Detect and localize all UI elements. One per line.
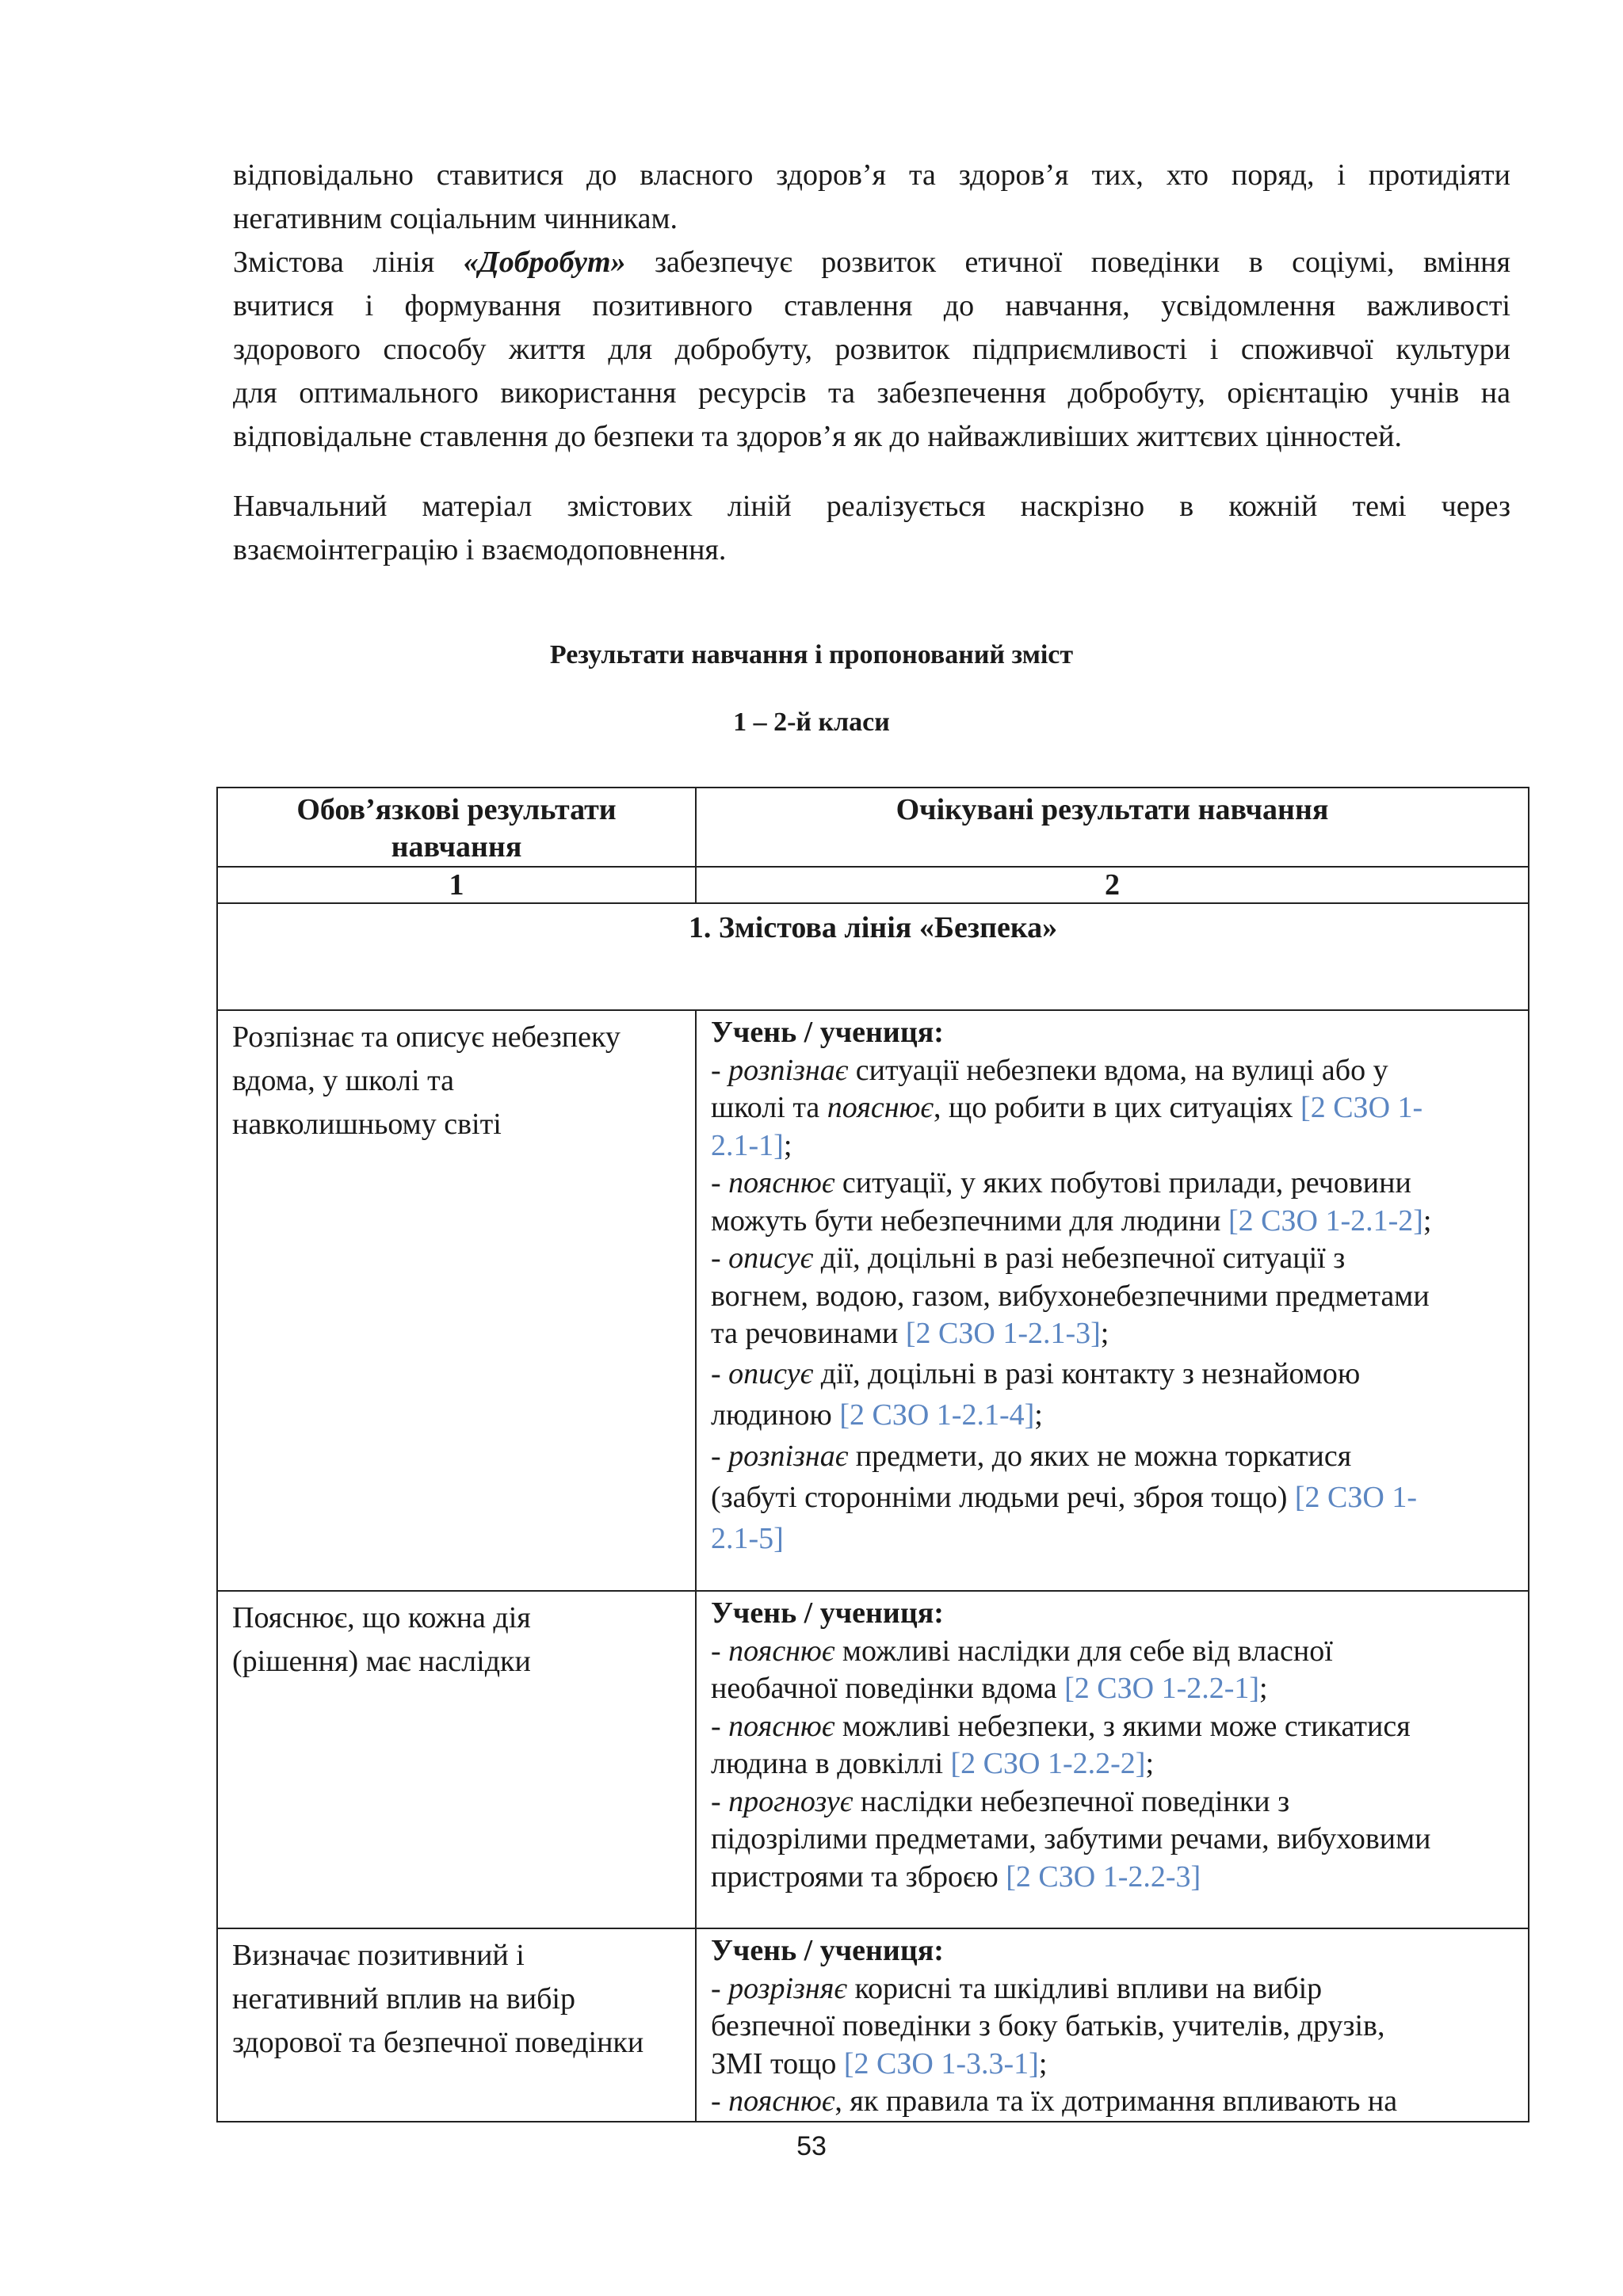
curriculum-reference: [2 СЗО 1-2.2-1]: [1064, 1672, 1260, 1705]
table-row: [217, 1591, 1529, 1928]
expected-results-cell: [696, 1591, 1529, 1928]
column-header-expected: Очікувані результати навчання: [696, 788, 1529, 867]
column-number-row: [217, 867, 1529, 903]
result-item: - описує дії, доцільні в разі небезпечної ситуації з вогнем, водою, газом, вибухонебезпечними предметами та речовинами [2 СЗО 1-2.1-3];: [711, 1241, 1430, 1350]
text-fragment: забезпечує розвиток етичної поведінки в соціумі, вміння: [625, 246, 1510, 279]
curriculum-reference: [2 СЗО 1-2.1-3]: [905, 1317, 1101, 1350]
text-line: відповідально ставитися до власного здоров’я та здоров’я тих, хто поряд, і протидіяти: [233, 158, 1510, 192]
section-row: [217, 903, 1529, 1010]
text-line: Навчальний матеріал змістових ліній реалізується наскрізно в кожній темі через: [233, 490, 1510, 523]
action-verb: прогнозує: [728, 1784, 854, 1818]
action-verb: пояснює: [728, 1634, 835, 1668]
action-verb: пояснює: [728, 1166, 835, 1199]
mandatory-result-cell: [217, 1010, 696, 1591]
action-verb: розпізнає: [728, 1053, 849, 1087]
text-line: для оптимального використання ресурсів та забезпечення добробуту, орієнтацію учнів на: [233, 376, 1510, 410]
results-table: [216, 787, 1529, 2122]
table-row: [217, 1928, 1529, 2122]
text-line: відповідальне ставлення до безпеки та здоров’я як до найважливіших життєвих цінностей.: [233, 420, 1402, 453]
curriculum-reference: [2 СЗО 1-2.1-4]: [839, 1398, 1035, 1432]
curriculum-reference: 2.1-1]: [711, 1128, 784, 1162]
curriculum-reference: [2 СЗО 1-2.1-2]: [1228, 1203, 1423, 1238]
curriculum-reference: [2 СЗО 1-2.2-2]: [950, 1747, 1146, 1780]
column-header-mandatory: [217, 788, 696, 867]
section-heading: Результати навчання і пропонований зміст: [549, 640, 1074, 669]
result-item: - пояснює можливі наслідки для себе від власної необачної поведінки вдома [2 СЗО 1-2.2-1];: [711, 1634, 1333, 1705]
action-verb: описує: [728, 1356, 814, 1390]
student-label: Учень / учениця:: [711, 1016, 944, 1049]
cell-line: негативний вплив на вибір: [232, 1982, 575, 2016]
intro-paragraph-1: [233, 154, 1510, 241]
result-item: - розрізняє корисні та шкідливі впливи на вибір безпечної поведінки з боку батьків, учителів, друзів, ЗМІ тощо [2 СЗО 1-3.3-1];: [711, 1971, 1385, 2081]
grade-heading: 1 – 2-й класи: [733, 707, 890, 737]
emphasized-term: «Добробут»: [463, 246, 626, 279]
action-verb: описує: [728, 1241, 814, 1275]
column-number-1: 1: [217, 867, 696, 903]
action-verb: пояснює: [827, 1091, 934, 1124]
text-line: негативним соціальним чинникам.: [233, 202, 678, 235]
result-item: - пояснює ситуації, у яких побутові прилади, речовини можуть бути небезпечними для людини [2 СЗО 1-2.1-2];: [711, 1166, 1432, 1238]
expected-results-cell: [696, 1928, 1529, 2122]
cell-line: здорової та безпечної поведінки: [232, 2026, 644, 2059]
column-number-2: 2: [696, 867, 1529, 903]
expected-results-cell: [696, 1010, 1529, 1591]
action-verb: розрізняє: [728, 1971, 847, 2005]
text-fragment: Змістова лінія: [233, 246, 464, 279]
student-label: Учень / учениця:: [711, 1596, 944, 1630]
cell-line: Пояснює, що кожна дія: [232, 1601, 531, 1634]
curriculum-reference: 2.1-5]: [711, 1521, 784, 1555]
cell-line: Розпізнає та описує небезпеку: [232, 1020, 621, 1054]
action-verb: пояснює: [728, 2084, 835, 2118]
mandatory-result-cell: [217, 1591, 696, 1928]
action-verb: пояснює: [728, 1709, 835, 1743]
cell-line: Визначає позитивний і: [232, 1939, 525, 1972]
intro-paragraph-3: [233, 485, 1510, 572]
text-line: вчитися і формування позитивного ставлення до навчання, усвідомлення важливості: [233, 289, 1510, 322]
intro-paragraph-2: [233, 241, 1510, 459]
curriculum-reference: [2 СЗО 1-2.2-3]: [1006, 1859, 1201, 1894]
header-line: Обов’язкові результати: [296, 793, 617, 826]
curriculum-reference: [2 СЗО 1-: [1300, 1091, 1423, 1124]
table-row: [217, 1010, 1529, 1591]
result-item: - описує дії, доцільні в разі контакту з незнайомою людиною [2 СЗО 1-2.1-4];: [711, 1356, 1361, 1432]
curriculum-reference: [2 СЗО 1-: [1294, 1480, 1417, 1514]
result-item: - прогнозує наслідки небезпечної поведінки з підозрілими предметами, забутими речами, вибуховими пристроями та зброєю [2 СЗО 1-2.2-3]: [711, 1784, 1431, 1894]
table-header-row: [217, 788, 1529, 867]
action-verb: розпізнає: [728, 1439, 849, 1473]
cell-line: навколишньому світі: [232, 1108, 502, 1141]
mandatory-result-cell: [217, 1928, 696, 2122]
text-line: [233, 241, 1510, 284]
cell-line: (рішення) має наслідки: [232, 1645, 531, 1678]
text-line: взаємоінтеграцію і взаємодоповнення.: [233, 533, 727, 566]
curriculum-reference: [2 СЗО 1-3.3-1]: [843, 2046, 1039, 2081]
result-item: - розпізнає ситуації небезпеки вдома, на вулиці або у школі та пояснює, що робити в цих ситуаціях [2 СЗО 1- 2.1-1];: [711, 1053, 1423, 1162]
header-line: навчання: [391, 830, 522, 864]
cell-line: вдома, у школі та: [232, 1064, 455, 1097]
result-item: - пояснює, як правила та їх дотримання впливають на: [711, 2084, 1398, 2118]
content-line-title: 1. Змістова лінія «Безпека»: [217, 903, 1529, 1010]
result-item: - пояснює можливі небезпеки, з якими може стикатися людина в довкіллі [2 СЗО 1-2.2-2];: [711, 1709, 1411, 1780]
text-line: здорового способу життя для добробуту, розвиток підприємливості і споживчої культури: [233, 333, 1510, 366]
page-number: 53: [796, 2131, 827, 2161]
student-label: Учень / учениця:: [711, 1934, 944, 1967]
result-item: - розпізнає предмети, до яких не можна торкатися (забуті сторонніми людьми речі, зброя тощо) [2 СЗО 1- 2.1-5]: [711, 1439, 1417, 1555]
